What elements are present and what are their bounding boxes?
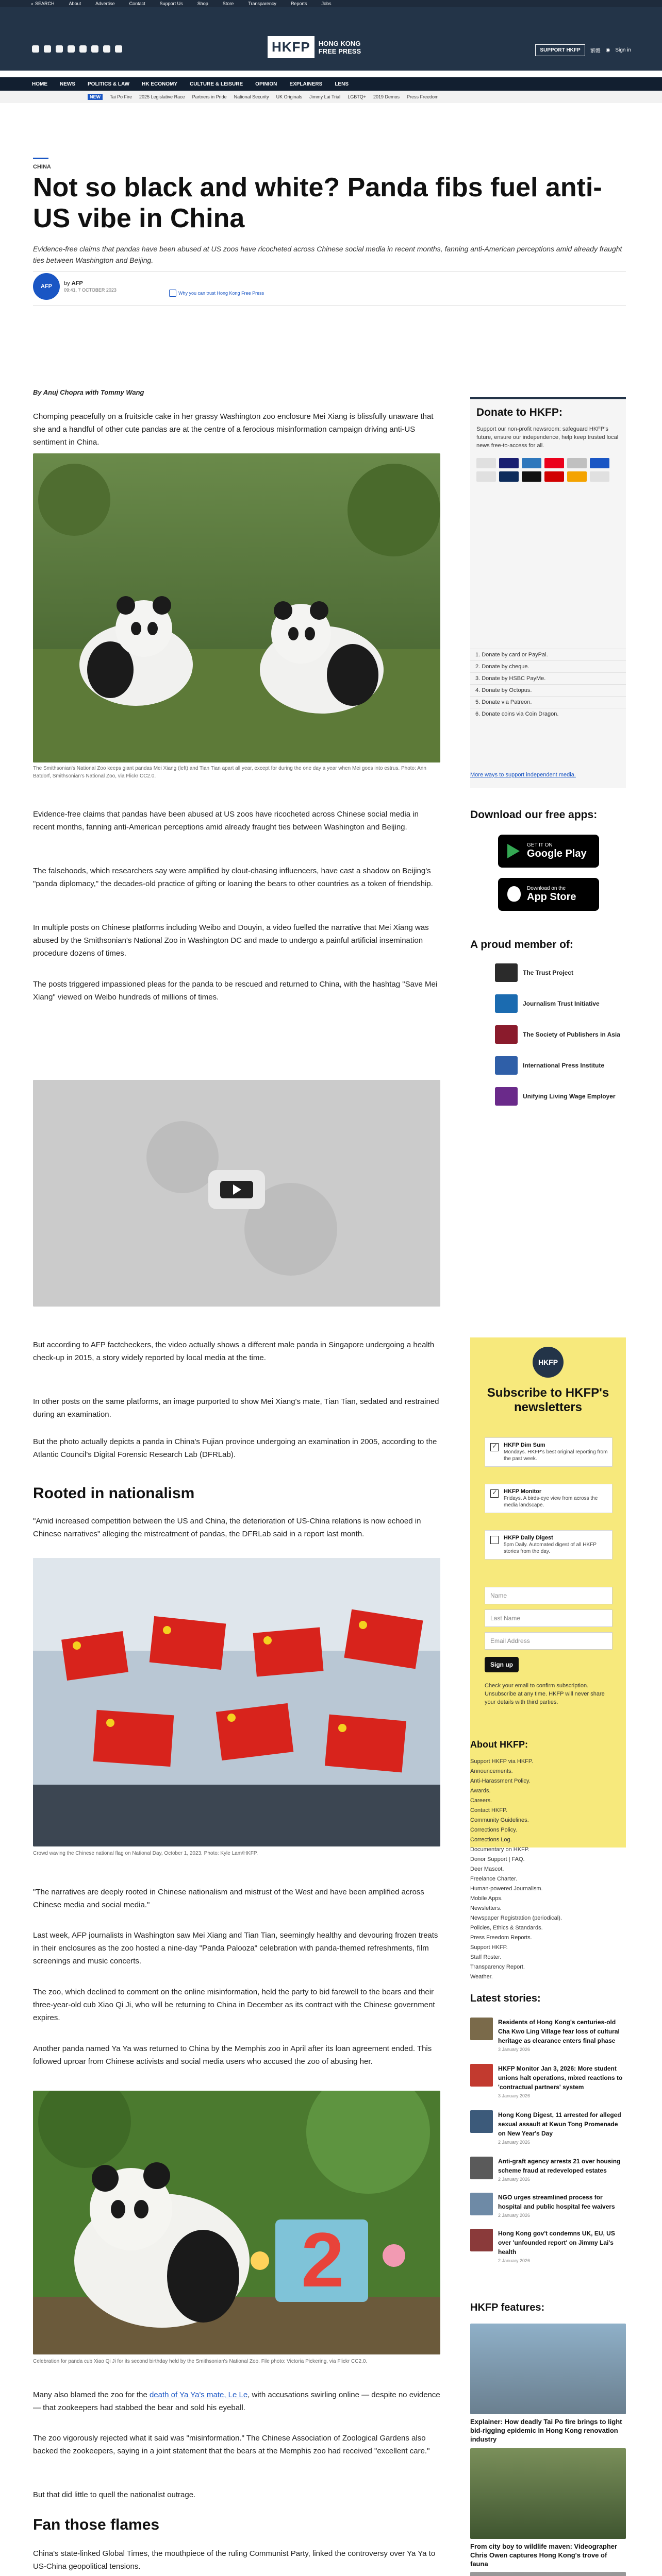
new-badge: NEW bbox=[88, 94, 103, 100]
trending-link[interactable]: LGBTQ+ bbox=[347, 94, 366, 99]
article-image-cub-cake bbox=[33, 2091, 440, 2354]
card-icon bbox=[544, 471, 564, 482]
card-icon bbox=[567, 458, 587, 468]
trust-project-icon bbox=[495, 963, 518, 982]
newsletter-logo: HKFP bbox=[533, 1347, 564, 1378]
trending-link[interactable]: Partners in Pride bbox=[192, 94, 227, 99]
feature-image[interactable] bbox=[470, 2572, 626, 2576]
topbar-link[interactable]: About bbox=[69, 1, 81, 6]
about-link[interactable]: Policies, Ethics & Standards. bbox=[470, 1925, 543, 1931]
checkbox[interactable] bbox=[490, 1489, 499, 1498]
story-thumbnail bbox=[470, 2110, 493, 2133]
about-link[interactable]: Support HKFP via HKFP. bbox=[470, 1758, 533, 1765]
about-link[interactable]: Awards. bbox=[470, 1788, 491, 1794]
features-title: HKFP features: bbox=[470, 2302, 545, 2313]
living-wage-icon bbox=[495, 1087, 518, 1106]
paragraph: Chomping peacefully on a fruitsicle cake in her grassy Washington zoo enclosure Mei Xiang is blissfully unaware that she and a handful of other cute pandas are at the centre of a ferocious misinformation campaign driving anti-US sentiment in China. bbox=[33, 412, 434, 447]
byline: AFP by AFP 09:41, 7 OCTOBER 2023 bbox=[33, 273, 117, 300]
sign-up-button[interactable]: Sign up bbox=[485, 1657, 519, 1672]
paragraph: The posts triggered impassioned pleas for the panda to be rescued and returned to China, with the hashtag "Save Mei Xiang" viewed on Weibo hundreds of millions of times. bbox=[33, 980, 438, 1002]
donate-option[interactable]: 6. Donate coins via Coin Dragon. bbox=[470, 708, 626, 720]
language-switch[interactable]: 繁體 bbox=[590, 48, 601, 54]
feature-image[interactable] bbox=[470, 2324, 626, 2414]
donate-option[interactable]: 2. Donate by cheque. bbox=[470, 660, 626, 672]
newsletter-option[interactable]: ✓ HKFP Monitor Fridays. A birds-eye view from across the media landscape. bbox=[485, 1484, 613, 1513]
topbar-link[interactable]: Jobs bbox=[321, 1, 332, 6]
topbar-link[interactable]: Reports bbox=[290, 1, 307, 6]
article-image-pandas bbox=[33, 453, 440, 762]
embedded-video[interactable] bbox=[33, 1080, 440, 1307]
donate-text: Support our non-profit newsroom: safeguard HKFP's future, ensure our independence, help keep trusted local news free-to-access for all. bbox=[476, 426, 619, 449]
newsletter-option[interactable]: HKFP Daily Digest 5pm Daily. Automated digest of all HKFP stories from the day. bbox=[485, 1530, 613, 1560]
email-field[interactable]: Email Address bbox=[485, 1632, 613, 1650]
about-list bbox=[470, 1757, 626, 1982]
main-nav bbox=[0, 77, 662, 91]
section-heading: Fan those flames bbox=[33, 2516, 160, 2533]
newsletter-note: Check your email to confirm subscription. Unsubscribe at any time. HKFP will never share your details with third parties. bbox=[485, 1683, 605, 1705]
topbar-link[interactable]: Shop bbox=[197, 1, 208, 6]
about-link[interactable]: Newsletters. bbox=[470, 1905, 502, 1911]
payment-icons bbox=[470, 455, 626, 489]
author-name[interactable]: AFP bbox=[71, 280, 83, 286]
about-link[interactable]: Mobile Apps. bbox=[470, 1895, 503, 1902]
topbar-link[interactable]: Store bbox=[222, 1, 234, 6]
newsletter-title: Subscribe to HKFP's newsletters bbox=[487, 1386, 609, 1414]
telegram-icon[interactable] bbox=[91, 45, 98, 53]
latest-title: Latest stories: bbox=[470, 1993, 541, 2004]
article-image-flags bbox=[33, 1558, 440, 1846]
paragraph: China's state-linked Global Times, the mouthpiece of the ruling Communist Party, linked the controversy over Ya Ya to US-China geopolitical tensions. bbox=[33, 2549, 436, 2571]
paragraph: Last week, AFP journalists in Washington saw Mei Xiang and Tian Tian, seemingly healthy and devouring frozen treats in their enclosures as the zoo hosted a nine-day "Panda Palooza" celebration with panda-themed refreshments, film screenings and music concerts. bbox=[33, 1931, 438, 1965]
feature-title[interactable]: From city boy to wildlife maven: Videographer Chris Owen captures Hong Kong's trove of fauna bbox=[470, 2543, 618, 2568]
category-rule bbox=[33, 158, 48, 159]
about-link[interactable]: Corrections Log. bbox=[470, 1837, 512, 1843]
image-caption: The Smithsonian's National Zoo keeps giant pandas Mei Xiang (left) and Tian Tian apart all year, except for during the one day a year when Mei goes into estrus. Photo: Ann Batdorf, Smithsonian's National Zoo, via Flickr CC2.0. bbox=[33, 766, 426, 779]
divider bbox=[33, 271, 626, 272]
latest-story[interactable]: Anti-graft agency arrests 21 over housing scheme fraud at redeveloped estates 2 January 2026 bbox=[470, 2157, 626, 2182]
author-avatar[interactable]: AFP bbox=[33, 273, 60, 300]
latest-story[interactable]: HKFP Monitor Jan 3, 2026: More student unions halt operations, mixed reactions to 'contractual partners' system 3 January 2026 bbox=[470, 2064, 626, 2098]
topbar-link[interactable]: Support Us bbox=[159, 1, 183, 6]
members-title: A proud member of: bbox=[470, 939, 573, 951]
trending-link[interactable]: Jimmy Lai Trial bbox=[309, 94, 341, 99]
instagram-icon[interactable] bbox=[56, 45, 63, 53]
story-thumbnail bbox=[470, 2064, 493, 2087]
paragraph: The falsehoods, which researchers say were amplified by clout-chasing influencers, have cast a shadow on Beijing's "panda diplomacy," the decades-old practice of gifting or loaning the bears to other countries as a token of friendship. bbox=[33, 867, 433, 888]
about-link[interactable]: Documentary on HKFP. bbox=[470, 1846, 529, 1853]
support-hkfp-button[interactable]: SUPPORT HKFP bbox=[535, 44, 585, 56]
about-link[interactable]: Corrections Policy. bbox=[470, 1827, 517, 1833]
about-link[interactable]: Donor Support | FAQ. bbox=[470, 1856, 525, 1862]
category-label[interactable]: CHINA bbox=[33, 164, 51, 170]
topbar-link[interactable]: Contact bbox=[129, 1, 145, 6]
email-icon[interactable] bbox=[103, 45, 110, 53]
site-logo[interactable]: HKFP HONG KONG FREE PRESS bbox=[268, 36, 361, 58]
about-link[interactable]: Weather. bbox=[470, 1974, 493, 1980]
divider bbox=[33, 305, 626, 306]
card-icon bbox=[476, 458, 496, 468]
member-logo[interactable]: The Society of Publishers in Asia bbox=[495, 1025, 620, 1044]
paragraph: But the photo actually depicts a panda in China's Fujian province undergoing an examination in 2005, according to the Atlantic Council's Digital Forensic Research Lab (DFRLab). bbox=[33, 1437, 437, 1459]
apple-icon bbox=[507, 886, 521, 902]
account-icon[interactable]: ◉ bbox=[605, 47, 610, 53]
checkbox[interactable] bbox=[490, 1536, 499, 1544]
nav-item[interactable]: LENS bbox=[335, 81, 349, 87]
latest-story[interactable]: Residents of Hong Kong's centuries-old Cha Kwo Ling Village fear loss of cultural heritage as clearance enters final phase 3 January 2026 bbox=[470, 2018, 626, 2052]
story-thumbnail bbox=[470, 2018, 493, 2040]
trust-link[interactable]: Why you can trust Hong Kong Free Press bbox=[169, 290, 264, 297]
donate-option[interactable]: 3. Donate by HSBC PayMe. bbox=[470, 672, 626, 684]
paragraph: In other posts on the same platforms, an image purported to show Mei Xiang's mate, Tian Tian, sedated and restrained during an examination. bbox=[33, 1397, 439, 1419]
feature-image[interactable] bbox=[470, 2448, 626, 2539]
paragraph: The zoo, which declined to comment on the online misinformation, held the party to bid farewell to the bears and their three-year-old cub Xiao Qi Ji, who will be returning to China in December as its contract with the Chinese government expires. bbox=[33, 1988, 435, 2022]
nav-item[interactable]: NEWS bbox=[60, 81, 75, 87]
top-utility-bar bbox=[0, 0, 662, 7]
about-link[interactable]: Deer Mascot. bbox=[470, 1866, 504, 1872]
paragraph: "Amid increased competition between the US and China, the deterioration of US-China relations is now echoed in Chinese narratives" alleging the mistreatment of pandas, the DFRLab said in a report last month. bbox=[33, 1517, 421, 1538]
card-icon bbox=[590, 458, 609, 468]
ipi-icon bbox=[495, 1056, 518, 1075]
member-logo[interactable]: Unifying Living Wage Employer bbox=[495, 1087, 616, 1106]
about-link[interactable]: Transparency Report. bbox=[470, 1964, 525, 1970]
article-title: Not so black and white? Panda fibs fuel anti-US vibe in China bbox=[33, 173, 602, 233]
inline-link[interactable]: death of Ya Ya's mate, Le Le bbox=[149, 2391, 248, 2399]
trending-link[interactable]: 2025 Legislative Race bbox=[139, 94, 185, 99]
donate-option[interactable]: 5. Donate via Patreon. bbox=[470, 696, 626, 708]
trending-link[interactable]: UK Originals bbox=[276, 94, 303, 99]
article-authors: By Anuj Chopra with Tommy Wang bbox=[33, 388, 144, 396]
trending-link[interactable]: National Security bbox=[234, 94, 269, 99]
nav-item[interactable]: HK ECONOMY bbox=[142, 81, 178, 87]
last-name-field[interactable]: Last Name bbox=[485, 1609, 613, 1627]
article-lede: Evidence-free claims that pandas have been abused at US zoos have ricocheted across Chinese social media in recent months, fanning anti-American perceptions amid already fraught ties between Washington and Beijing. bbox=[33, 245, 622, 264]
image-caption: Crowd waving the Chinese national flag on National Day, October 1, 2023. Photo: Kyle Lam/HKFP. bbox=[33, 1851, 258, 1856]
search-icon: ⌕ bbox=[31, 1, 34, 6]
topbar-link[interactable]: Transparency bbox=[248, 1, 276, 6]
paragraph: Evidence-free claims that pandas have been abused at US zoos have ricocheted across Chinese social media in recent months, fanning anti-American perceptions amid already fraught ties between Washington and Beijing. bbox=[33, 810, 419, 832]
app-store-button[interactable]: Download on the App Store bbox=[498, 878, 599, 911]
apps-title: Download our free apps: bbox=[470, 809, 598, 821]
feature-title[interactable]: Explainer: How deadly Tai Po fire brings to light bid-rigging epidemic in Hong Kong renovation industry bbox=[470, 2418, 622, 2443]
about-link[interactable]: Contact HKFP. bbox=[470, 1807, 507, 1814]
topbar-link[interactable]: Advertise bbox=[95, 1, 115, 6]
story-thumbnail bbox=[470, 2229, 493, 2251]
card-icon bbox=[499, 458, 519, 468]
nav-item[interactable]: CULTURE & LEISURE bbox=[190, 81, 243, 87]
checkbox[interactable] bbox=[490, 1443, 499, 1451]
about-link[interactable]: Press Freedom Reports. bbox=[470, 1935, 532, 1941]
newsletter-option[interactable]: ✓ HKFP Dim Sum Mondays. HKFP's best original reporting from the past week. bbox=[485, 1437, 613, 1467]
donate-more-link[interactable]: More ways to support independent media. bbox=[470, 772, 576, 778]
donate-title: Donate to HKFP: bbox=[476, 406, 562, 418]
paragraph: Another panda named Ya Ya was returned to China by the Memphis zoo in April after its loan agreement ended. This followed uproar from Chinese activists and social media users who accused the zoo of abusing her. bbox=[33, 2044, 432, 2066]
trending-link[interactable]: 2019 Demos bbox=[373, 94, 400, 99]
about-link[interactable]: Careers. bbox=[470, 1798, 492, 1804]
latest-story[interactable]: NGO urges streamlined process for hospital and public hospital fee waivers 2 January 2026 bbox=[470, 2193, 626, 2218]
about-link[interactable]: Freelance Charter. bbox=[470, 1876, 518, 1882]
paragraph: "The narratives are deeply rooted in Chinese nationalism and mistrust of the West and have been amplified across Chinese media and social media." bbox=[33, 1888, 424, 1909]
trending-bar bbox=[0, 91, 662, 103]
about-link[interactable]: Human-powered Journalism. bbox=[470, 1886, 543, 1892]
card-icon bbox=[590, 471, 609, 482]
member-logo[interactable]: International Press Institute bbox=[495, 1056, 604, 1075]
card-icon bbox=[522, 458, 541, 468]
about-title: About HKFP: bbox=[470, 1739, 528, 1750]
donate-option[interactable]: 1. Donate by card or PayPal. bbox=[470, 649, 626, 660]
image-caption: Celebration for panda cub Xiao Qi Ji for its second birthday held by the Smithsonian's National Zoo. File photo: Victoria Pickering, via Flickr CC2.0. bbox=[33, 2359, 368, 2364]
card-icon bbox=[567, 471, 587, 482]
search-link[interactable]: ⌕ SEARCH bbox=[31, 1, 55, 6]
trust-icon bbox=[169, 290, 176, 297]
about-link[interactable]: Announcements. bbox=[470, 1768, 513, 1774]
publish-date: 09:41, 7 OCTOBER 2023 bbox=[64, 287, 117, 293]
google-play-icon bbox=[507, 844, 520, 858]
paragraph: In multiple posts on Chinese platforms including Weibo and Douyin, a video fuelled the narrative that Mei Xiang was abused by the Smithsonian's National Zoo in Washington DC and made to undergo a painful artificial insemination procedure dozens of times. bbox=[33, 923, 429, 958]
member-logo[interactable]: Journalism Trust Initiative bbox=[495, 994, 600, 1013]
about-link[interactable]: Support HKFP. bbox=[470, 1944, 508, 1951]
nav-item[interactable]: EXPLAINERS bbox=[289, 81, 323, 87]
donate-widget bbox=[470, 397, 626, 788]
linkedin-icon[interactable] bbox=[68, 45, 75, 53]
latest-story[interactable]: Hong Kong gov't condemns UK, EU, US over 'unfounded report' on Jimmy Lai's health 2 January 2026 bbox=[470, 2229, 626, 2263]
card-icon bbox=[522, 471, 541, 482]
trending-link[interactable]: Tai Po Fire bbox=[110, 94, 133, 99]
section-heading: Rooted in nationalism bbox=[33, 1485, 195, 1502]
nav-item[interactable]: OPINION bbox=[255, 81, 277, 87]
sopa-icon bbox=[495, 1025, 518, 1044]
story-thumbnail bbox=[470, 2157, 493, 2179]
paragraph: Many also blamed the zoo for the death of Ya Ya's mate, Le Le, with accusations swirling online — despite no evidence — that zookeepers had stabbed the bear and sold his eyeball. bbox=[33, 2391, 440, 2412]
name-field[interactable]: Name bbox=[485, 1587, 613, 1604]
about-link[interactable]: Community Guidelines. bbox=[470, 1817, 529, 1823]
paragraph: The zoo vigorously rejected what it said was "misinformation." The Chinese Association of Zoological Gardens also backed the zookeepers, saying in a joint statement that the bears at the Memphis zoo had received "excellent care." bbox=[33, 2434, 430, 2455]
social-icons bbox=[32, 45, 122, 53]
paragraph: But that did little to quell the nationalist outrage. bbox=[33, 2490, 196, 2499]
card-icon bbox=[499, 471, 519, 482]
svg-text:2: 2 bbox=[301, 2216, 344, 2303]
member-logo[interactable]: The Trust Project bbox=[495, 963, 573, 982]
twitter-icon[interactable] bbox=[44, 45, 51, 53]
google-play-button[interactable]: GET IT ON Google Play bbox=[498, 835, 599, 868]
trending-link[interactable]: Press Freedom bbox=[406, 94, 439, 99]
play-icon[interactable] bbox=[208, 1170, 265, 1209]
paragraph: But according to AFP factcheckers, the video actually shows a different male panda in Singapore undergoing a health check-up in 2015, a story widely reported by local media at the time. bbox=[33, 1341, 435, 1362]
youtube-icon[interactable] bbox=[79, 45, 87, 53]
donate-option[interactable]: 4. Donate by Octopus. bbox=[470, 684, 626, 696]
latest-story[interactable]: Hong Kong Digest, 11 arrested for alleged sexual assault at Kwun Tong Promenade on New Year's Day 2 January 2026 bbox=[470, 2110, 626, 2145]
card-icon bbox=[544, 458, 564, 468]
sign-in-link[interactable]: Sign in bbox=[615, 47, 631, 53]
about-link[interactable]: Newspaper Registration (periodical). bbox=[470, 1915, 562, 1921]
rss-icon[interactable] bbox=[115, 45, 122, 53]
card-icon bbox=[476, 471, 496, 482]
facebook-icon[interactable] bbox=[32, 45, 39, 53]
story-thumbnail bbox=[470, 2193, 493, 2215]
about-link[interactable]: Anti-Harassment Policy. bbox=[470, 1778, 531, 1784]
nav-item[interactable]: HOME bbox=[32, 81, 47, 87]
site-header bbox=[0, 7, 662, 71]
jti-icon bbox=[495, 994, 518, 1013]
about-link[interactable]: Staff Roster. bbox=[470, 1954, 502, 1960]
nav-item[interactable]: POLITICS & LAW bbox=[88, 81, 130, 87]
